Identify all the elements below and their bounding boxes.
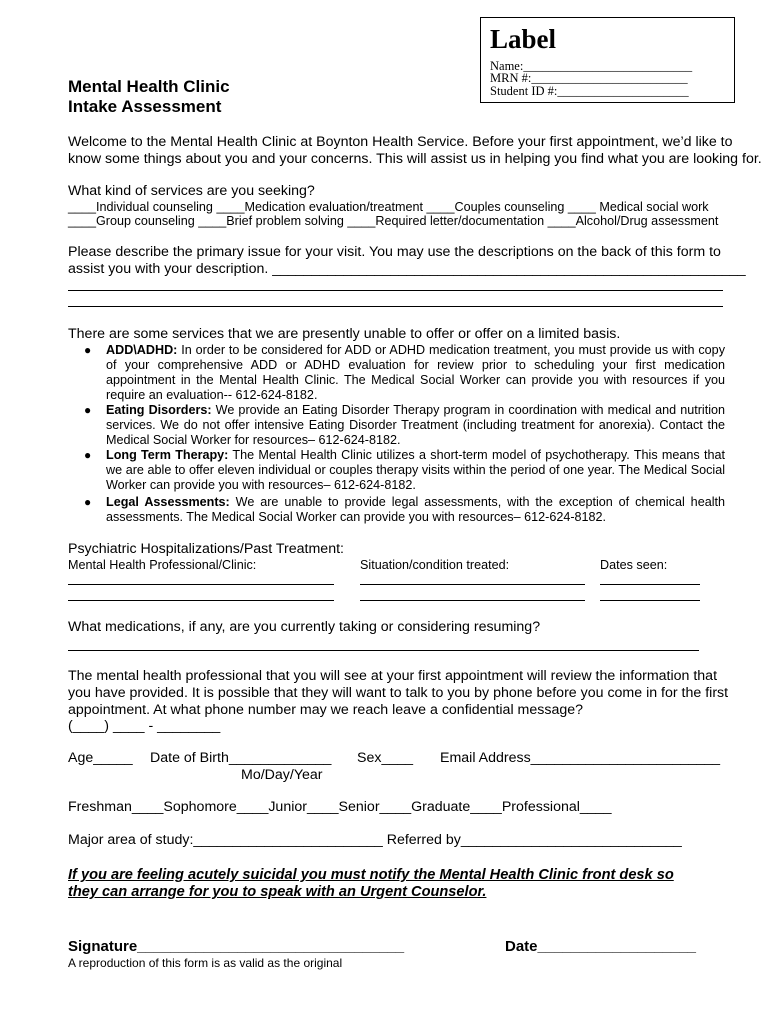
- class-year-options[interactable]: Freshman____Sophomore____Junior____Senior____Graduate____Professional____: [68, 799, 612, 815]
- label-name-field[interactable]: Name:___________________________: [490, 59, 693, 73]
- label-student-id-field[interactable]: Student ID #:_____________________: [490, 84, 689, 98]
- limited-services-intro: There are some services that we are presently unable to offer or offer on a limited basis.: [68, 326, 621, 342]
- legal-assessments-line2: assessments. The Medical Social Worker can provide you with resources– 612-624-8182.: [106, 510, 607, 524]
- services-options-row1[interactable]: ____Individual counseling ____Medication evaluation/treatment ____Couples counseling ____ Medical social work: [68, 200, 709, 214]
- phone-intro-line3: appointment. At what phone number may we reach leave a confidential message?: [68, 702, 584, 718]
- date-of-birth-hint: Mo/Day/Year: [241, 767, 323, 783]
- primary-issue-answer-line[interactable]: [68, 306, 723, 307]
- add-adhd-line1: ADD\ADHD: In order to be considered for ADD or ADHD medication treatment, you must provide us with copy: [106, 343, 725, 357]
- bullet-icon: ●: [84, 448, 92, 462]
- eating-disorders-line2: services. We do not offer intensive Eating Disorder Treatment (including treatment for anorexia). Contact the: [106, 418, 725, 432]
- phone-number-field[interactable]: (____) ____ - ________: [68, 718, 221, 734]
- reproduction-note: A reproduction of this form is as valid as the original: [68, 956, 343, 970]
- bullet-icon: ●: [84, 403, 92, 417]
- date-of-birth-field[interactable]: Date of Birth_____________: [150, 750, 332, 766]
- date-field[interactable]: Date___________________: [505, 938, 697, 955]
- professional-answer-line[interactable]: [68, 600, 334, 601]
- suicide-warning-line2: they can arrange for you to speak with an Urgent Counselor.: [68, 884, 487, 900]
- professional-answer-line[interactable]: [68, 584, 334, 585]
- dates-answer-line[interactable]: [600, 600, 700, 601]
- condition-answer-line[interactable]: [360, 600, 585, 601]
- hospitalizations-col-condition: Situation/condition treated:: [360, 558, 510, 572]
- services-options-row2[interactable]: ____Group counseling ____Brief problem solving ____Required letter/documentation ____Alcohol/Drug assessment: [68, 214, 719, 228]
- age-field[interactable]: Age_____: [68, 750, 133, 766]
- page-title-line2: Intake Assessment: [68, 97, 222, 116]
- primary-issue-line2[interactable]: assist you with your description. ____________________________________________________________: [68, 261, 746, 277]
- long-term-therapy-line3: Worker can provide you with resources– 612-624-8182.: [106, 478, 416, 492]
- phone-intro-line1: The mental health professional that you will see at your first appointment will review the information that: [68, 668, 718, 684]
- primary-issue-answer-line[interactable]: [68, 290, 723, 291]
- medications-question: What medications, if any, are you currently taking or considering resuming?: [68, 619, 541, 635]
- services-question: What kind of services are you seeking?: [68, 183, 315, 199]
- eating-disorders-line1: Eating Disorders: We provide an Eating Disorder Therapy program in coordination with medical and nutrition: [106, 403, 726, 417]
- page-title-line1: Mental Health Clinic: [68, 77, 230, 96]
- bullet-icon: ●: [84, 343, 92, 357]
- eating-disorders-line3: Medical Social Worker for resources– 612-624-8182.: [106, 433, 401, 447]
- add-adhd-line4: require an evaluation-- 612-624-8182.: [106, 388, 318, 402]
- condition-answer-line[interactable]: [360, 584, 585, 585]
- major-referred-fields[interactable]: Major area of study:________________________ Referred by____________________________: [68, 832, 682, 848]
- sex-field[interactable]: Sex____: [357, 750, 414, 766]
- legal-assessments-line1: Legal Assessments: We are unable to provide legal assessments, with the exception of chemical health: [106, 495, 726, 509]
- long-term-therapy-line2: we are able to offer eleven individual or couples therapy visits within the period of one year. The Medical Social: [106, 463, 725, 477]
- hospitalizations-title: Psychiatric Hospitalizations/Past Treatment:: [68, 541, 344, 557]
- hospitalizations-col-dates: Dates seen:: [600, 558, 668, 572]
- welcome-line2: know some things about you and your concerns. This will assist us in helping you find what you are looking for.: [68, 151, 762, 167]
- suicide-warning-line1: If you are feeling acutely suicidal you must notify the Mental Health Clinic front desk so: [68, 867, 674, 883]
- bullet-icon: ●: [84, 495, 92, 509]
- add-adhd-line2: of your comprehensive ADD or ADHD evaluation for review prior to scheduling your first medication: [106, 358, 725, 372]
- label-mrn-field[interactable]: MRN #:_________________________: [490, 71, 688, 85]
- long-term-therapy-line1: Long Term Therapy: The Mental Health Clinic utilizes a short-term model of psychotherapy. This means that: [106, 448, 725, 462]
- dates-answer-line[interactable]: [600, 584, 700, 585]
- add-adhd-line3: appointment in the Mental Health Clinic. The Medical Social Worker can provide you with resources if you: [106, 373, 725, 387]
- signature-field[interactable]: Signature________________________________: [68, 938, 405, 955]
- label-title: Label: [490, 24, 557, 54]
- hospitalizations-col-professional: Mental Health Professional/Clinic:: [68, 558, 257, 572]
- phone-intro-line2: you have provided. It is possible that they will want to talk to you by phone before you come in for the first: [68, 685, 729, 701]
- email-field[interactable]: Email Address________________________: [440, 750, 721, 766]
- medications-answer-line[interactable]: [68, 650, 699, 651]
- primary-issue-line1: Please describe the primary issue for your visit. You may use the descriptions on the back of this form to: [68, 244, 721, 260]
- welcome-line1: Welcome to the Mental Health Clinic at Boynton Health Service. Before your first appointment, we’d like to: [68, 134, 733, 150]
